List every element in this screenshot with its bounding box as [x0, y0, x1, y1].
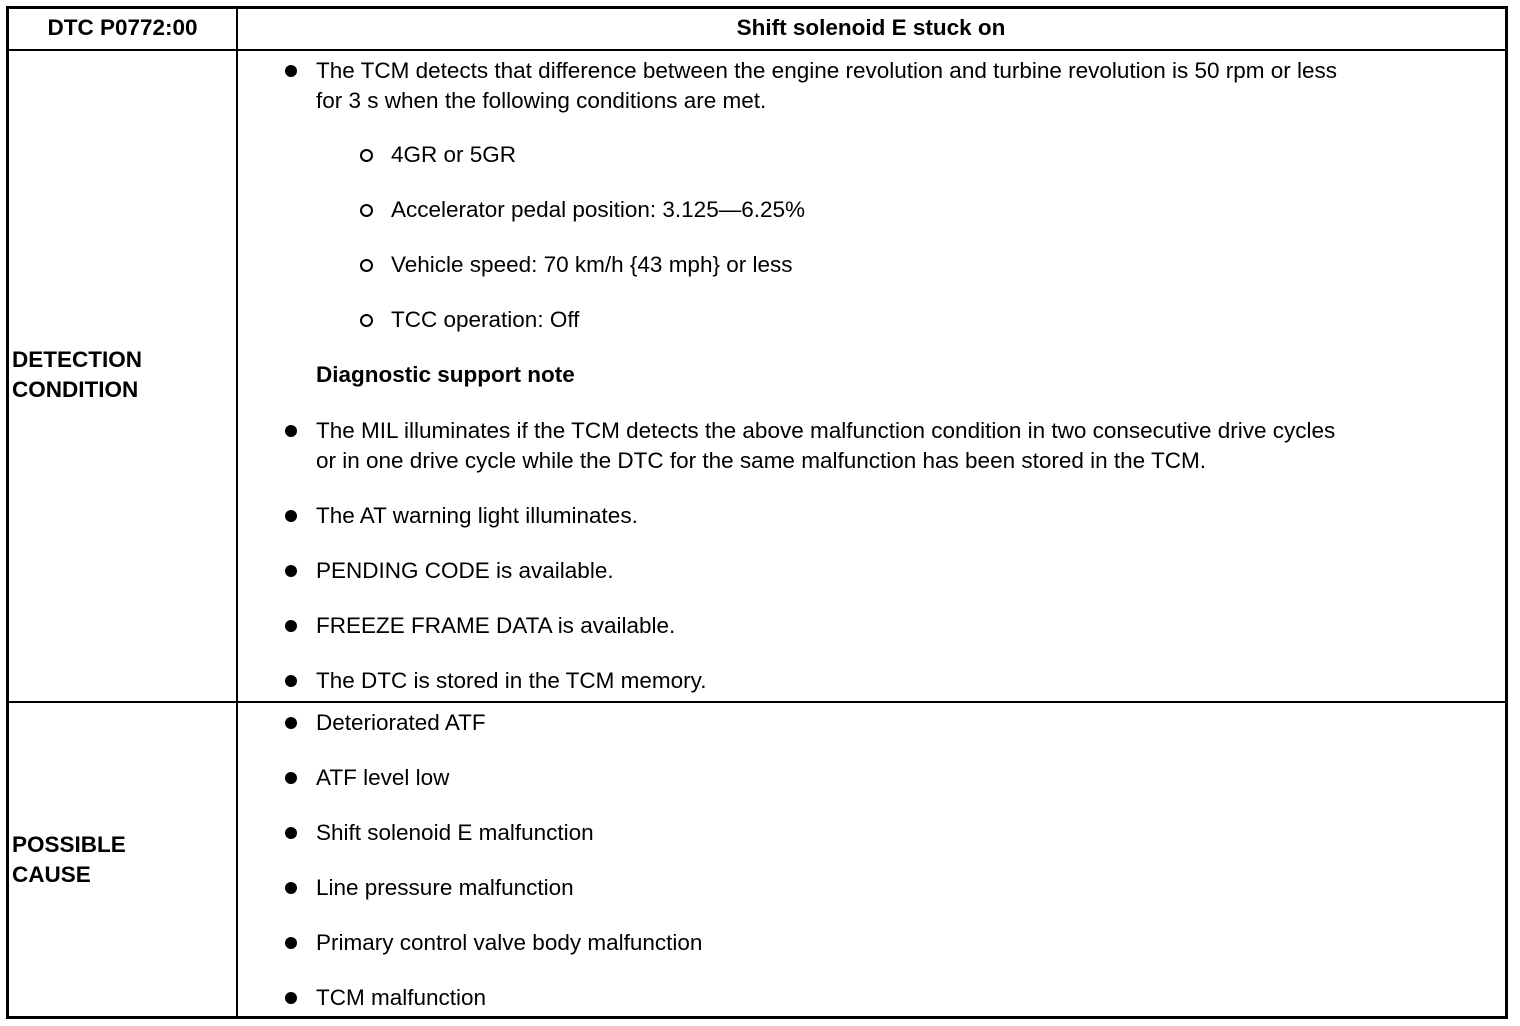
mil-note-line2: or in one drive cycle while the DTC for the same malfunction has been stored in the TCM. [316, 448, 1207, 473]
bullet-icon [285, 992, 297, 1004]
sub-bullet-icon [360, 314, 373, 327]
column-divider [236, 9, 238, 1016]
cause-label-line1: POSSIBLE [12, 832, 126, 857]
mil-note-line1: The MIL illuminates if the TCM detects the above malfunction condition in two consecutive drive cycles [316, 418, 1336, 443]
bullet-icon [285, 937, 297, 949]
dtc-table [6, 6, 1508, 1019]
dtc-code: DTC P0772:00 [47, 15, 198, 40]
cause-item: Shift solenoid E malfunction [316, 820, 594, 845]
bullet-icon [285, 827, 297, 839]
sub-bullet-icon [360, 149, 373, 162]
diagnostic-note-heading: Diagnostic support note [316, 362, 575, 387]
note-item: The DTC is stored in the TCM memory. [316, 668, 707, 693]
condition-item: Vehicle speed: 70 km/h {43 mph} or less [391, 252, 793, 277]
cause-item: TCM malfunction [316, 985, 487, 1010]
cause-item: Line pressure malfunction [316, 875, 574, 900]
bullet-icon [285, 565, 297, 577]
cause-item: ATF level low [316, 765, 450, 790]
note-item: The AT warning light illuminates. [316, 503, 638, 528]
detection-label-line2: CONDITION [12, 377, 139, 402]
cause-label-line2: CAUSE [12, 862, 91, 887]
bullet-icon [285, 717, 297, 729]
cause-item: Deteriorated ATF [316, 710, 486, 735]
detection-label-line1: DETECTION [12, 347, 143, 372]
condition-item: 4GR or 5GR [391, 142, 517, 167]
note-item: PENDING CODE is available. [316, 558, 614, 583]
sub-bullet-icon [360, 259, 373, 272]
note-item: FREEZE FRAME DATA is available. [316, 613, 676, 638]
condition-item: TCC operation: Off [391, 307, 580, 332]
sub-bullet-icon [360, 204, 373, 217]
bullet-icon [285, 425, 297, 437]
bullet-icon [285, 882, 297, 894]
condition-item: Accelerator pedal position: 3.125—6.25% [391, 197, 806, 222]
dtc-title: Shift solenoid E stuck on [736, 15, 1006, 40]
cause-item: Primary control valve body malfunction [316, 930, 703, 955]
bullet-icon [285, 510, 297, 522]
bullet-icon [285, 65, 297, 77]
detection-intro-line2: for 3 s when the following conditions are met. [316, 88, 767, 113]
bullet-icon [285, 772, 297, 784]
bullet-icon [285, 675, 297, 687]
row-divider [9, 701, 1505, 703]
header-divider [9, 49, 1505, 51]
bullet-icon [285, 620, 297, 632]
detection-intro-line1: The TCM detects that difference between the engine revolution and turbine revolution is 50 rpm or less [316, 58, 1338, 83]
